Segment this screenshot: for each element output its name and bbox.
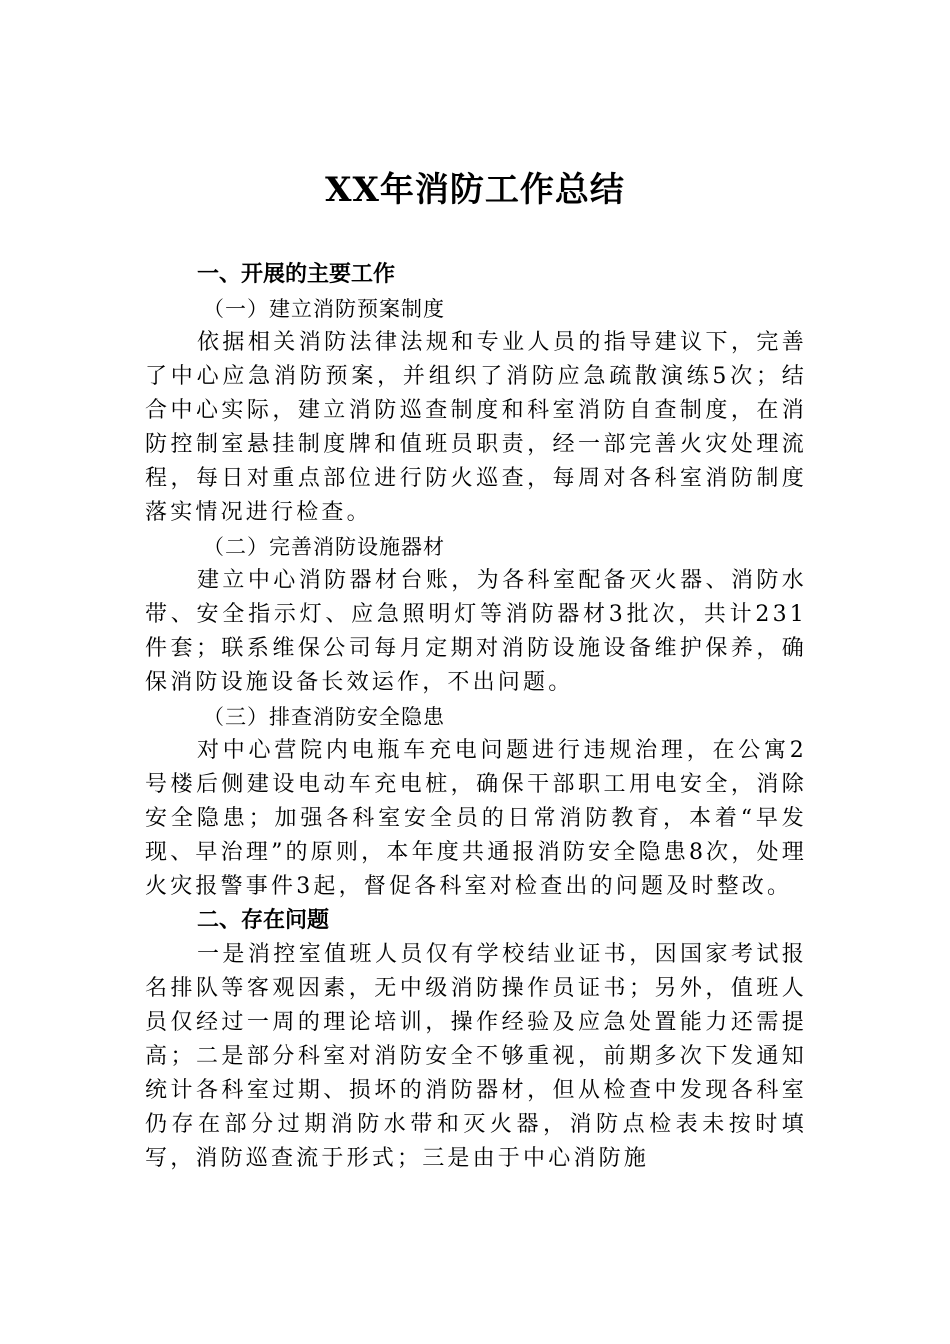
paragraph-hazard-check: 对中心营院内电瓶车充电问题进行违规治理，在公寓2号楼后侧建设电动车充电桩，确保干部职工用电安全，消除安全隐患；加强各科室安全员的日常消防教育，本着“早发现、早治理”的原则，本年度共通报消防安全隐患8次，处理火灾报警事件3起，督促各科室对检查出的问题及时整改。 <box>145 738 807 899</box>
subsection-heading-fire-equipment: （二）完善消防设施器材 <box>203 535 445 559</box>
subsection-heading-hazard-check: （三）排查消防安全隐患 <box>203 705 445 729</box>
paragraph-problems: 一是消控室值班人员仅有学校结业证书，因国家考试报名排队等客观因素，无中级消防操作员证书；另外，值班人员仅经过一周的理论培训，操作经验及应急处置能力还需提高；二是部分科室对消防安全不够重视，前期多次下发通知统计各科室过期、损坏的消防器材，但从检查中发现各科室仍存在部分过期消防水带和灭火器，消防点检表未按时填写，消防巡查流于形式；三是由于中心消防施 <box>145 942 807 1171</box>
section-heading-main-work: 一、开展的主要工作 <box>197 262 396 287</box>
document-title: XX年消防工作总结 <box>325 170 625 210</box>
section-heading-problems: 二、存在问题 <box>197 908 330 933</box>
paragraph-fire-equipment: 建立中心消防器材台账，为各科室配备灭火器、消防水带、安全指示灯、应急照明灯等消防器材3批次，共计231件套；联系维保公司每月定期对消防设施设备维护保养，确保消防设施设备长效运作，不出问题。 <box>145 568 807 695</box>
document-body <box>145 258 807 1176</box>
subsection-heading-fire-plan: （一）建立消防预案制度 <box>203 297 445 321</box>
paragraph-fire-plan: 依据相关消防法律法规和专业人员的指导建议下，完善了中心应急消防预案，并组织了消防应急疏散演练5次；结合中心实际，建立消防巡查制度和科室消防自查制度，在消防控制室悬挂制度牌和值班员职责，经一部完善火灾处理流程，每日对重点部位进行防火巡查，每周对各科室消防制度落实情况进行检查。 <box>145 330 807 525</box>
